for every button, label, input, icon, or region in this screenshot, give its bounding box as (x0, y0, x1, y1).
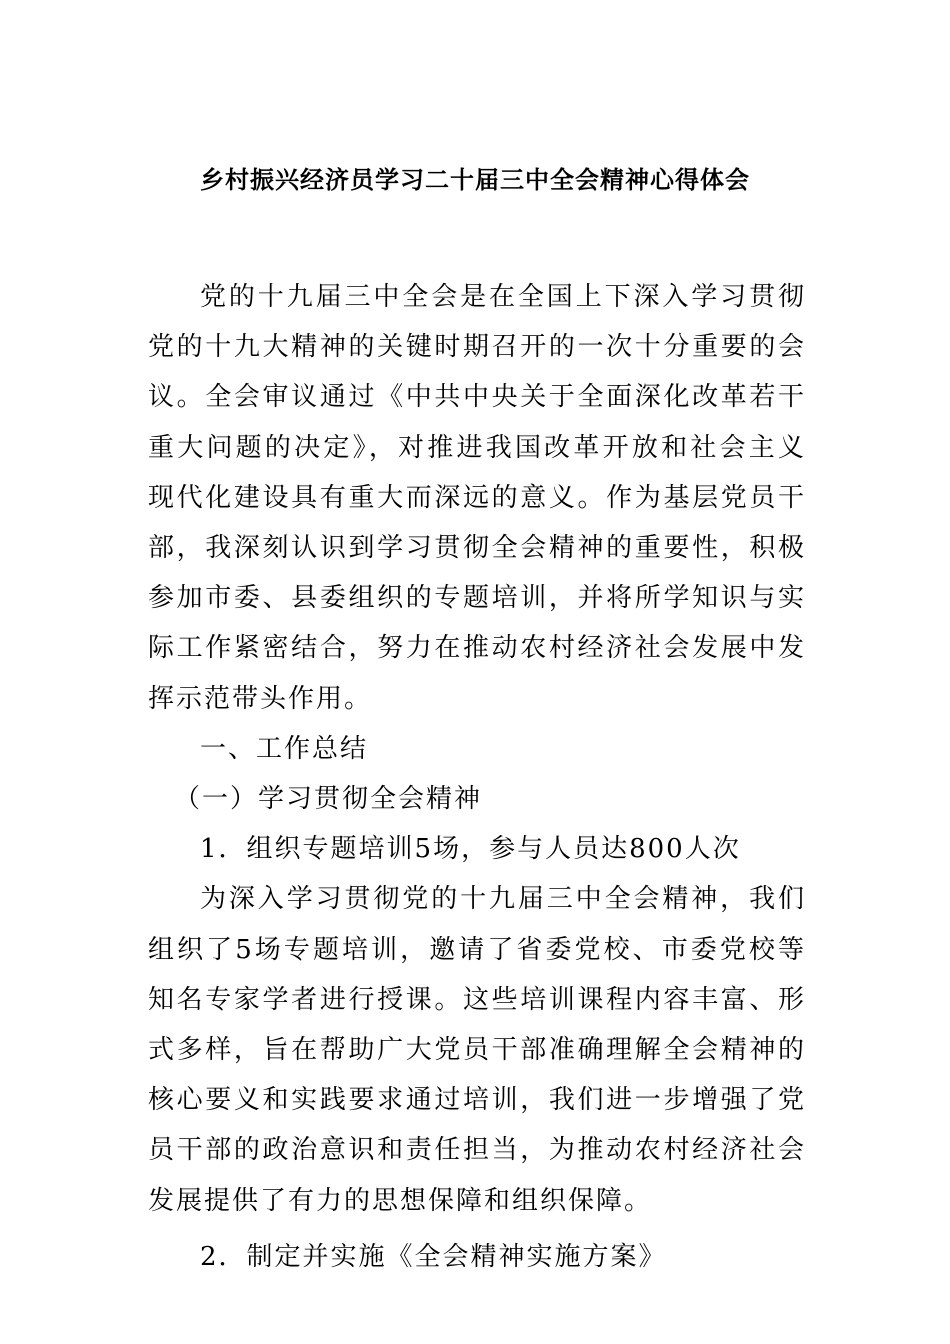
document-title: 乡村振兴经济员学习二十届三中全会精神心得体会 (200, 166, 750, 194)
section-heading: 一、工作总结 (200, 733, 369, 764)
document-body (148, 272, 806, 1282)
item-heading: 2．制定并实施《全会精神实施方案》 (200, 1241, 667, 1272)
intro-paragraph: 党的十九届三中全会是在全国上下深入学习贯彻党的十九大精神的关键时期召开的一次十分重要的会议。全会审议通过《中共中央关于全面深化改革若干重大问题的决定》，对推进我国改革开放和社会主义现代化建设具有重大而深远的意义。作为基层党员干部，我深刻认识到学习贯彻全会精神的重要性，积极参加市委、县委组织的专题培训，并将所学知识与实际工作紧密结合，努力在推动农村经济社会发展中发挥示范带头作用。 (148, 282, 806, 714)
subsection-heading: （一）学习贯彻全会精神 (174, 784, 483, 815)
item-paragraph: 为深入学习贯彻党的十九届三中全会精神，我们组织了5场专题培训，邀请了省委党校、市委党校等知名专家学者进行授课。这些培训课程内容丰富、形式多样，旨在帮助广大党员干部准确理解全会精神的核心要义和实践要求通过培训，我们进一步增强了党员干部的政治意识和责任担当，为推动农村经济社会发展提供了有力的思想保障和组织保障。 (148, 884, 806, 1216)
item-heading: 1．组织专题培训5场，参与人员达800人次 (200, 834, 741, 865)
